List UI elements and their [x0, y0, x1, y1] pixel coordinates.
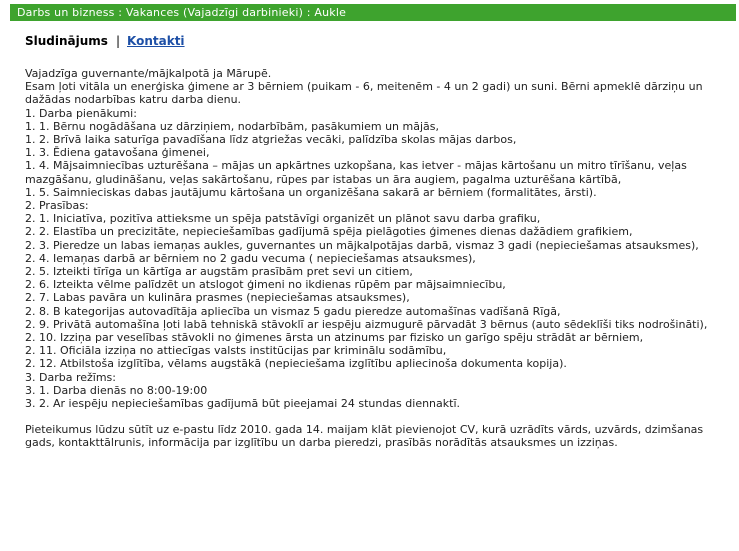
ad-line: 2. Prasības:: [25, 199, 89, 213]
breadcrumb: Darbs un bizness : Vakances (Vajadzīgi darbinieki) : Aukle: [17, 6, 347, 19]
breadcrumb-bar: [10, 4, 736, 21]
tab-sludinajums[interactable]: Sludinājums: [25, 34, 108, 48]
ad-line: 3. 1. Darba dienās no 8:00-19:00: [25, 383, 208, 397]
ad-line: 2. 10. Izziņa par veselības stāvokli no ģimenes ārsta un atzinums par fizisko un garīgo spēju strādāt ar bērniem,: [25, 331, 644, 345]
ad-line: 1. 5. Saimnieciskas dabas jautājumu kārtošana un organizēšana sakarā ar bērniem (formalitātes, ārsti).: [25, 185, 597, 199]
ad-line: 2. 7. Labas pavāra un kulināra prasmes (nepieciešamas atsauksmes),: [25, 291, 410, 305]
ad-line: 2. 9. Privātā automašīna ļoti labā tehniskā stāvoklī ar iespēju aizmugurē pārvadāt 3 bērnus (auto sēdeklīši tiks nodrošināti),: [25, 317, 708, 331]
ad-footer: Pieteikumus lūdzu sūtīt uz e-pastu līdz 2010. gada 14. maijam klāt pievienojot CV, kurā uzrādīts vārds, uzvārds, dzimšanas gads, kontakttālrunis, informācija par izglītību un darba pieredzi, prasībās norādītās atsauksmes un izziņas.: [25, 423, 704, 450]
ad-line: 1. Darba pienākumi:: [25, 106, 137, 120]
paragraph-spacer: [25, 410, 730, 423]
ad-line: 2. 2. Elastība un precizitāte, nepieciešamības gadījumā spēja pielāgoties ģimenes dienas dažādiem grafikiem,: [25, 225, 633, 239]
ad-line: 1. 3. Ēdiena gatavošana ģimenei,: [25, 146, 210, 160]
ad-line: 2. 3. Pieredze un labas iemaņas aukles, guvernantes un mājkalpotājas darbā, vismaz 3 gadi (nepieciešamas atsauksmes),: [25, 238, 699, 252]
ad-line: 1. 2. Brīvā laika saturīga pavadīšana līdz atgriežas vecāki, palīdzība skolas mājas darbos,: [25, 133, 517, 147]
ad-line: 2. 1. Iniciatīva, pozitīva attieksme un spēja patstāvīgi organizēt un plānot savu darba grafiku,: [25, 212, 541, 226]
ad-line: 2. 8. B kategorijas autovadītāja apliecība un vismaz 5 gadu pieredze automašīnas vadīšanā Rīgā,: [25, 304, 561, 318]
ad-line: Vajadzīga guvernante/mājkalpotā ja Mārupē.: [25, 67, 272, 80]
ad-line: 2. 5. Izteikti tīrīga un kārtīga ar augstām prasībām pret sevi un citiem,: [25, 265, 413, 279]
tab-bar: [25, 34, 185, 49]
ad-line: 3. Darba režīms:: [25, 370, 116, 384]
ad-line: 2. 12. Atbilstoša izglītība, vēlams augstākā (nepieciešama izglītību apliecinoša dokumenta kopija).: [25, 357, 567, 371]
ad-line: 1. 1. Bērnu nogādāšana uz dārziņiem, nodarbībām, pasākumiem un mājās,: [25, 119, 440, 133]
ad-line: 1. 4. Mājsaimniecības uzturēšana – mājas un apkārtnes uzkopšana, kas ietver - mājas kārtošanu un mitro tīrīšanu, veļas mazgāšanu, gludināšanu, veļas sakārtošanu, rūpes par istabas un āra augiem, pagalma uzturēšana kārtībā,: [25, 159, 687, 186]
ad-body: [25, 67, 730, 450]
ad-line: 3. 2. Ar iespēju nepieciešamības gadījumā būt pieejamai 24 stundas diennaktī.: [25, 397, 461, 411]
tab-separator: |: [115, 34, 120, 48]
tab-kontakti[interactable]: Kontakti: [127, 34, 185, 48]
ad-line: 2. 4. Iemaņas darbā ar bērniem no 2 gadu vecuma ( nepieciešamas atsauksmes),: [25, 251, 476, 265]
ad-line: 2. 11. Oficiāla izziņa no attiecīgas valsts institūcijas par kriminālu sodāmību,: [25, 344, 447, 358]
ad-line: Esam ļoti vitāla un enerģiska ģimene ar 3 bērniem (puikam - 6, meitenēm - 4 un 2 gadi) un suni. Bērni apmeklē dārziņu un dažādas nodarbības katru darba dienu.: [25, 80, 703, 107]
ad-line: 2. 6. Izteikta vēlme palīdzēt un atslogot ģimeni no ikdienas rūpēm par mājsaimniecību,: [25, 278, 506, 292]
